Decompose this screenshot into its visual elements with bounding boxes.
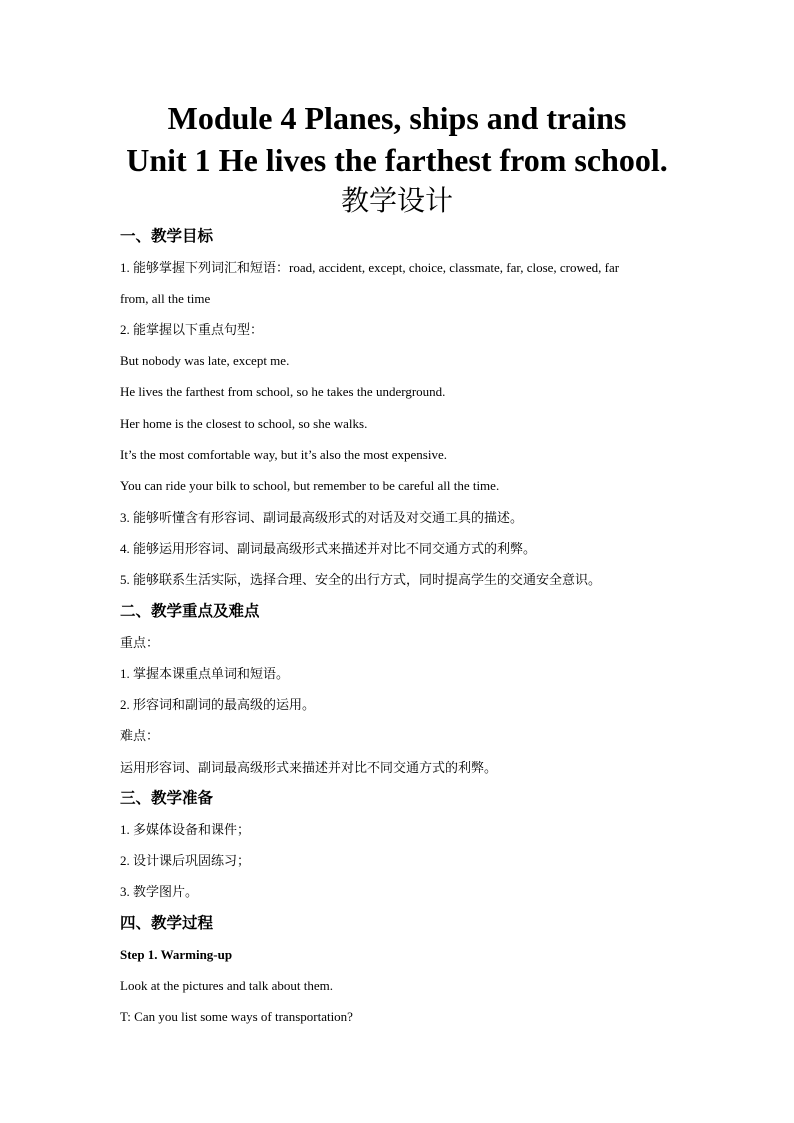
process-line: Look at the pictures and talk about them. <box>120 978 333 993</box>
keypoint-line: 难点： <box>120 728 160 743</box>
objective-line: It’s the most comfortable way, but it’s also the most expensive. <box>120 447 447 462</box>
preparation-line: 3. 教学图片。 <box>120 884 199 899</box>
unit-title: Unit 1 He lives the farthest from school. <box>126 142 668 178</box>
doc-subtitle: 教学设计 <box>340 186 453 217</box>
objective-line: You can ride your bilk to school, but remember to be careful all the time. <box>120 478 500 493</box>
section-heading-preparation: 三、教学准备 <box>120 790 214 807</box>
preparation-line: 1. 多媒体设备和课件； <box>120 822 251 837</box>
process-line: T: Can you list some ways of transportation? <box>120 1009 353 1024</box>
objective-line: He lives the farthest from school, so he takes the underground. <box>120 384 446 399</box>
module-title: Module 4 Planes, ships and trains <box>167 100 627 136</box>
objective-line: from, all the time <box>120 291 211 306</box>
keypoint-line: 2. 形容词和副词的最高级的运用。 <box>120 697 316 712</box>
section-heading-process: 四、教学过程 <box>120 915 214 932</box>
keypoint-line: 运用形容词、副词最高级形式来描述并对比不同交通方式的利弊。 <box>120 760 498 775</box>
objective-line: But nobody was late, except me. <box>120 353 290 368</box>
keypoint-line: 重点： <box>120 635 160 650</box>
section-heading-key-points: 二、教学重点及难点 <box>120 603 260 620</box>
step-heading: Step 1. Warming-up <box>120 947 233 962</box>
keypoint-line: 1. 掌握本课重点单词和短语。 <box>120 666 290 681</box>
objective-line: 3. 能够听懂含有形容词、副词最高级形式的对话及对交通工具的描述。 <box>120 510 524 525</box>
objective-line: 4. 能够运用形容词、副词最高级形式来描述并对比不同交通方式的利弊。 <box>120 541 537 556</box>
objective-line: Her home is the closest to school, so she walks. <box>120 416 368 431</box>
objective-line: 5. 能够联系生活实际，选择合理、安全的出行方式，同时提高学生的交通安全意识。 <box>120 572 602 587</box>
objective-line: 1. 能够掌握下列词汇和短语：road, accident, except, choice, classmate, far, close, crowed, far <box>120 260 620 275</box>
objective-line: 2. 能掌握以下重点句型： <box>120 322 264 337</box>
section-heading-objectives: 一、教学目标 <box>120 228 214 245</box>
preparation-line: 2. 设计课后巩固练习； <box>120 853 251 868</box>
